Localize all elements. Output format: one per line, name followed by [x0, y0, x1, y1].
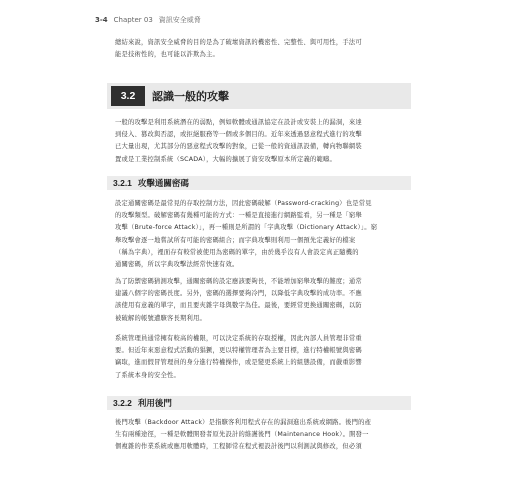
text-line: 竊取，進而假冒管理員的身分進行特權操作，或是變更系統上的組態設備，而嚴重影響 — [115, 359, 362, 367]
chapter-title: 資訊安全威脅 — [158, 16, 201, 24]
text-line: 一般的攻擊是利用系統潛在的弱點，例如軟體或通訊協定在設計或安裝上的漏洞，來達 — [115, 119, 362, 126]
text-line: 已大量出現，尤其部分的惡意程式攻擊的對象，已從一般的資通訊設備，轉向物聯網裝 — [115, 143, 362, 151]
section-number: 3.2 — [111, 86, 145, 106]
text-line: 到侵入、篡改與否認，或拒絕服務等一個或多個目的。近年來透過惡意程式進行的攻擊 — [115, 131, 362, 139]
paragraph-admin-privilege — [115, 333, 411, 382]
paragraph-password-defense — [115, 276, 411, 325]
subsection-title: 利用後門 — [137, 399, 172, 409]
text-line: （稱為字典），裡面存有較常被使用為密碼的單字，由於幾乎沒有人會設定真正隨機的 — [115, 248, 359, 256]
text-line: 建議八個字的密碼長度。另外，密碼的選擇要夠冷門，以降低字典攻擊的成功率。不應 — [115, 290, 362, 298]
text-line: 能是技術性的，也可能以詐欺為主。 — [115, 51, 219, 59]
paragraph-backdoor — [115, 417, 411, 454]
text-line: 總結來說，資訊安全威脅的目的是為了破壞資訊的機密性、完整性、與可用性，手法可 — [115, 39, 362, 46]
text-line: 要。但近年來惡意程式活動的猖獗，更以特權管理者為主要目標，進行特權帳號與密碼 — [115, 347, 362, 355]
subsection-heading-3-2-2 — [107, 396, 411, 410]
page-number: 3-4 — [95, 16, 108, 24]
text-line: 為了防禦密碼猜測攻擊，通關密碼的設定應該要夠長，不能增加窮舉攻擊的難度；通常 — [115, 278, 362, 285]
section-title: 認識一般的攻擊 — [152, 90, 229, 103]
text-line: 被破解的帳號遭駭客長期利用。 — [115, 314, 206, 322]
running-header — [95, 13, 435, 27]
text-line: 系統管理員通常擁有較高的權限，可以決定系統的存取授權，因此內部人員管理非常重 — [115, 335, 362, 342]
text-line: 攻擊（Brute-force Attack）」，再一種則是所謂的「字典攻擊（Dictionary Attack）」。窮 — [115, 224, 378, 232]
text-line: 通關密碼，所以字典攻擊法經常快速有效。 — [115, 261, 239, 269]
paragraph-password-cracking — [115, 198, 411, 271]
text-line: 設定通關密碼是最常見的存取控制方法，因此密碼破解（Password-cracking）也是常見 — [115, 200, 372, 207]
text-line: 的攻擊類型。破解密碼有幾種可能的方式：一種是直接進行網路監看，另一種是「窮舉 — [115, 212, 362, 220]
subsection-heading-3-2-1 — [107, 176, 411, 190]
text-line: 個複雜的作業系統或應用軟體時，工程師常在程式裡設計後門以利測試與修改，但必須 — [115, 443, 362, 451]
text-line: 生有兩種途徑，一種是軟體開發者原先設計的維護後門（Maintenance Hook）。開發一 — [115, 431, 369, 439]
intro-paragraph — [115, 37, 411, 61]
subsection-number: 3.2.1 — [113, 178, 132, 188]
text-line: 後門攻擊（Backdoor Attack）是指駭客利用程式存在的漏洞進出系統或網路。後門的產 — [115, 419, 372, 426]
text-line: 置或是工業控制系統（SCADA），大幅的擴展了資安攻擊原本所定義的範疇。 — [115, 155, 336, 163]
text-line: 該使用有意義的單字，而且要夾雜字母與數字為佳。最後，要經常更換通關密碼，以防 — [115, 302, 362, 310]
chapter-label: Chapter 03 — [113, 16, 153, 24]
text-line: 了系統本身的安全性。 — [115, 371, 180, 379]
text-line: 舉攻擊會逐一地嘗試所有可能的密碼組合；而字典攻擊則利用一個預先定義好的檔案 — [115, 236, 356, 244]
subsection-title: 攻擊通關密碼 — [137, 179, 189, 189]
subsection-number: 3.2.2 — [113, 398, 132, 408]
section-paragraph — [115, 117, 411, 166]
